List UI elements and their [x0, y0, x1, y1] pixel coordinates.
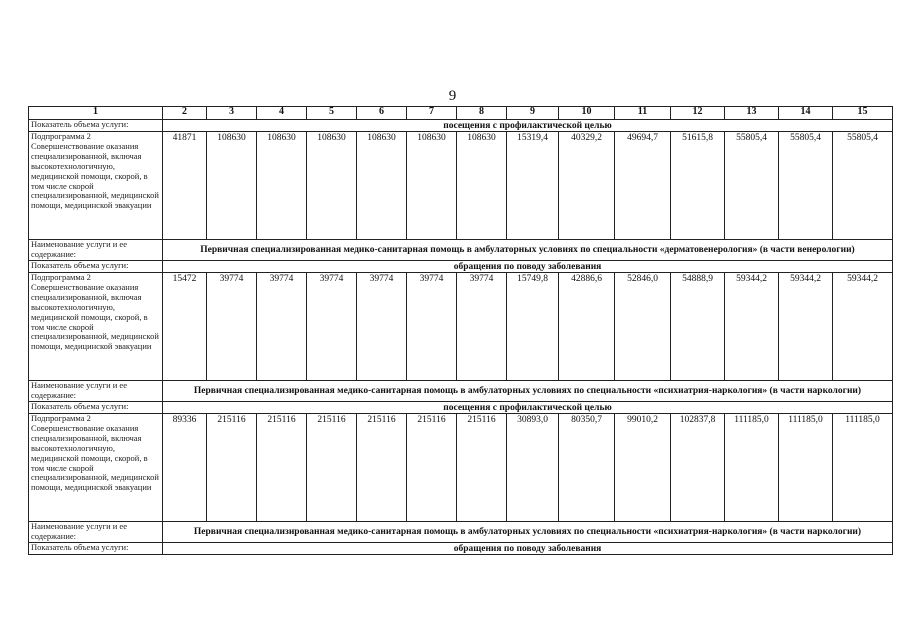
value-cell: 42886,6 — [559, 273, 615, 381]
column-number-cell: 11 — [615, 107, 671, 120]
value-cell: 30893,0 — [507, 414, 559, 522]
table-row — [29, 273, 893, 381]
service-name-row — [29, 522, 893, 543]
service-label-cell: Наименование услуги и ее содержание: — [29, 381, 163, 402]
service-name-cell: Первичная специализированная медико-санитарная помощь в амбулаторных условиях по специальности «психиатрия-наркология» (в части наркологии) — [163, 381, 893, 402]
value-cell: 108630 — [257, 132, 307, 240]
page-number: 9 — [448, 88, 457, 104]
value-cell: 59344,2 — [833, 273, 893, 381]
value-cell: 15319,4 — [507, 132, 559, 240]
value-cell: 39774 — [357, 273, 407, 381]
volume-label-cell: Показатель объема услуги: — [29, 261, 163, 273]
column-number-cell: 7 — [407, 107, 457, 120]
volume-indicator-row — [29, 120, 893, 132]
value-cell: 54888,9 — [671, 273, 725, 381]
value-cell: 55805,4 — [833, 132, 893, 240]
value-cell: 108630 — [457, 132, 507, 240]
service-name-cell: Первичная специализированная медико-санитарная помощь в амбулаторных условиях по специальности «психиатрия-наркология» (в части наркологии) — [163, 522, 893, 543]
value-cell: 59344,2 — [779, 273, 833, 381]
value-cell: 39774 — [257, 273, 307, 381]
service-name-row — [29, 381, 893, 402]
value-cell: 111185,0 — [833, 414, 893, 522]
value-cell: 108630 — [357, 132, 407, 240]
table-row — [29, 414, 893, 522]
service-volume-table — [28, 106, 893, 555]
value-cell: 39774 — [407, 273, 457, 381]
volume-indicator-cell: посещения с профилактической целью — [163, 402, 893, 414]
value-cell: 102837,8 — [671, 414, 725, 522]
column-number-cell: 10 — [559, 107, 615, 120]
value-cell: 55805,4 — [779, 132, 833, 240]
value-cell: 89336 — [163, 414, 207, 522]
value-cell: 215116 — [207, 414, 257, 522]
service-label-cell: Наименование услуги и ее содержание: — [29, 240, 163, 261]
value-cell: 80350,7 — [559, 414, 615, 522]
subprogram-label-cell: Подпрограмма 2 Совершенствование оказания специализированной, включая высокотехнологичную, медицинской помощи, скорой, в том числе скорой специализированной, медицинской помощи, медицинской эвакуации — [29, 132, 163, 240]
value-cell: 215116 — [407, 414, 457, 522]
value-cell: 39774 — [207, 273, 257, 381]
value-cell: 15749,8 — [507, 273, 559, 381]
value-cell: 108630 — [407, 132, 457, 240]
column-number-cell: 6 — [357, 107, 407, 120]
table-header-row — [29, 107, 893, 120]
service-name-row — [29, 240, 893, 261]
value-cell: 215116 — [457, 414, 507, 522]
value-cell: 215116 — [257, 414, 307, 522]
column-number-cell: 15 — [833, 107, 893, 120]
volume-indicator-cell: посещения с профилактической целью — [163, 120, 893, 132]
column-number-cell: 8 — [457, 107, 507, 120]
column-number-cell: 14 — [779, 107, 833, 120]
column-number-cell: 9 — [507, 107, 559, 120]
value-cell: 51615,8 — [671, 132, 725, 240]
subprogram-label-cell: Подпрограмма 2 Совершенствование оказания специализированной, включая высокотехнологичную, медицинской помощи, скорой, в том числе скорой специализированной, медицинской помощи, медицинской эвакуации — [29, 414, 163, 522]
service-label-cell: Наименование услуги и ее содержание: — [29, 522, 163, 543]
value-cell: 40329,2 — [559, 132, 615, 240]
volume-indicator-row — [29, 261, 893, 273]
column-number-cell: 12 — [671, 107, 725, 120]
column-number-cell: 3 — [207, 107, 257, 120]
column-number-cell: 5 — [307, 107, 357, 120]
volume-label-cell: Показатель объема услуги: — [29, 120, 163, 132]
volume-indicator-cell: обращения по поводу заболевания — [163, 543, 893, 555]
value-cell: 111185,0 — [779, 414, 833, 522]
column-number-cell: 2 — [163, 107, 207, 120]
volume-label-cell: Показатель объема услуги: — [29, 543, 163, 555]
volume-indicator-cell: обращения по поводу заболевания — [163, 261, 893, 273]
table-row — [29, 132, 893, 240]
value-cell: 39774 — [457, 273, 507, 381]
column-number-cell: 13 — [725, 107, 779, 120]
value-cell: 215116 — [307, 414, 357, 522]
value-cell: 15472 — [163, 273, 207, 381]
column-number-cell: 4 — [257, 107, 307, 120]
value-cell: 108630 — [207, 132, 257, 240]
value-cell: 59344,2 — [725, 273, 779, 381]
value-cell: 55805,4 — [725, 132, 779, 240]
value-cell: 52846,0 — [615, 273, 671, 381]
value-cell: 99010,2 — [615, 414, 671, 522]
column-number-cell: 1 — [29, 107, 163, 120]
value-cell: 41871 — [163, 132, 207, 240]
service-volume-table-container — [28, 106, 888, 555]
service-name-cell: Первичная специализированная медико-санитарная помощь в амбулаторных условиях по специальности «дерматовенерология» (в части венерологии) — [163, 240, 893, 261]
volume-label-cell: Показатель объема услуги: — [29, 402, 163, 414]
value-cell: 111185,0 — [725, 414, 779, 522]
subprogram-label-cell: Подпрограмма 2 Совершенствование оказания специализированной, включая высокотехнологичную, медицинской помощи, скорой, в том числе скорой специализированной, медицинской помощи, медицинской эвакуации — [29, 273, 163, 381]
value-cell: 215116 — [357, 414, 407, 522]
volume-indicator-row — [29, 543, 893, 555]
value-cell: 39774 — [307, 273, 357, 381]
value-cell: 49694,7 — [615, 132, 671, 240]
value-cell: 108630 — [307, 132, 357, 240]
volume-indicator-row — [29, 402, 893, 414]
